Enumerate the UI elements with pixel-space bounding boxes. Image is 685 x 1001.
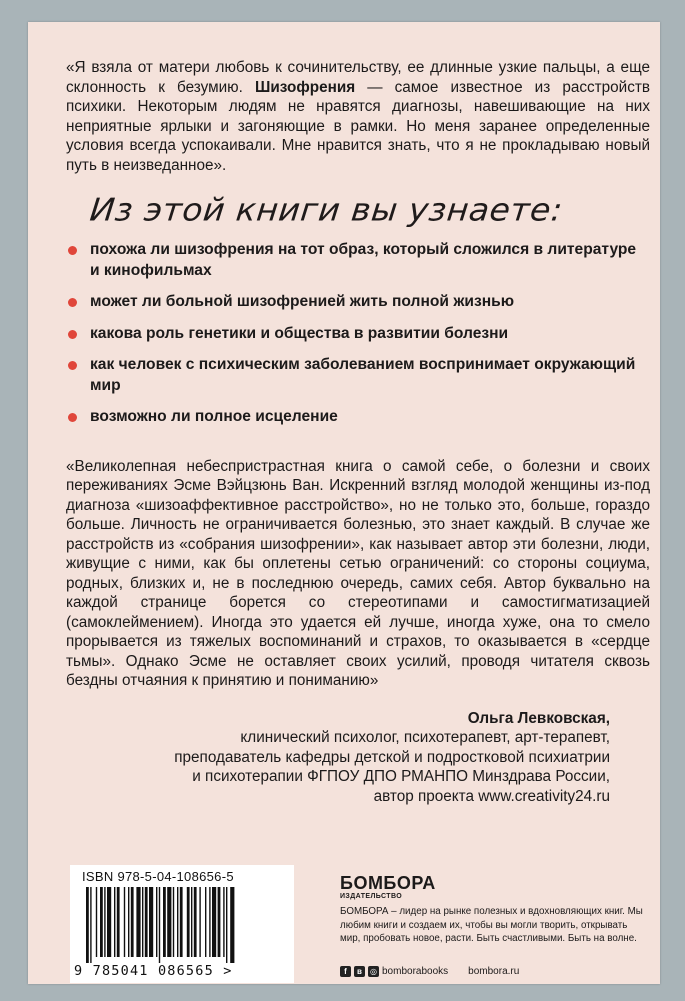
barcode-bar (223, 887, 224, 957)
bullet-dot-icon (68, 413, 77, 422)
barcode-bar (136, 887, 140, 957)
publisher-name: БОМБОРА (340, 873, 436, 893)
facebook-icon[interactable]: f (340, 966, 351, 977)
barcode-bar (199, 887, 200, 957)
barcode-bar (86, 887, 89, 963)
barcode-bar (180, 887, 183, 957)
barcode-bar (149, 887, 153, 957)
review-author (50, 709, 610, 806)
opening-quote (66, 58, 650, 175)
barcode-bar (209, 887, 210, 957)
vk-icon[interactable]: в (354, 966, 365, 977)
instagram-icon[interactable]: ◎ (368, 966, 379, 977)
barcode-bar (167, 887, 171, 957)
social-handle[interactable]: bomborabooks (382, 966, 449, 977)
barcode-bar (124, 887, 125, 957)
list-item: может ли больной шизофренией жить полной жизнью (66, 292, 646, 313)
isbn-barcode-box (70, 865, 294, 983)
barcode-bar (96, 887, 97, 957)
social-links (340, 966, 519, 977)
barcode-bar (194, 887, 197, 957)
barcode-bar (90, 887, 91, 963)
barcode-bar (159, 887, 160, 963)
barcode-bar (128, 887, 129, 957)
review-quote: «Великолепная небеспристрастная книга о самой себе, о болезни и своих переживаниях Эсме Вэйцзюнь Ван. Искренний взгляд молодой женщины из-под диагноза «шизоаффективное расстройство», но не только это, больше, гораздо больше. Личность не ограничивается болезнью, это знает каждый. В случае же расстройств из «собрания шизофрении», как называет автор эти болезни, люди, живущие с ними, как бы оплетены сетью ограничений: со стороны социума, родных, близких и, не в последнюю очередь, самих себя. Автор буквально на каждой странице борется со стереотипами и самостигматизацией (самоклеймением). Иногда это удается ей лучше, иногда хуже, она то смело прорывается из тяжелых воспоминаний и страхов, то оказывается в «сердце тьмы». Однако Эсме не оставляет своих усилий, проводя читателя сквозь бездны отчаяния к принятию и пониманию» (66, 458, 650, 689)
barcode-bar (104, 887, 105, 957)
quote-text-2: — самое известное из расстройств психики. Некоторым людям не нравятся диагнозы, навешивающие на них неприятные ярлыки и загоняющие в рамки. Но меня заранее определенные условия всегда успокаивали. Мне нравится знать, что я не прокладываю новый путь в неизведанное». (66, 78, 650, 174)
publisher-subtitle: ИЗДАТЕЛЬСТВО (340, 893, 403, 900)
bullet-dot-icon (68, 361, 77, 370)
isbn-label: ISBN 978-5-04-108656-5 (82, 869, 234, 884)
barcode-bar (131, 887, 134, 957)
barcode-digits: 9 785041 086565 > (74, 963, 233, 979)
publisher-site[interactable]: bombora.ru (468, 966, 520, 977)
section-heading: Из этой книги вы узнаете: (88, 190, 565, 229)
quote-text-1: «Я взяла от матери любовь к сочинительству, ее длинные узкие пальцы, а еще склонность к безумию. (66, 59, 650, 96)
publisher-description: БОМБОРА – лидер на рынке полезных и вдохновляющих книг. Мы любим книги и создаем их, чтобы вы могли творить, открывать мир, пробовать новое, расти. Быть счастливыми. Быть на волне. (340, 906, 643, 944)
barcode-bar (230, 887, 234, 963)
author-title-line: и психотерапии ФГПОУ ДПО РМАНПО Минздрава России, (192, 768, 610, 786)
barcode-bar (187, 887, 190, 957)
barcode-bar (156, 887, 157, 957)
barcode-bar (100, 887, 103, 957)
barcode-bar (191, 887, 192, 957)
list-item: как человек с психическим заболеванием воспринимает окружающий мир (66, 355, 646, 396)
barcode-bar (117, 887, 120, 957)
barcode-bar (173, 887, 174, 957)
bullet-list (66, 240, 646, 439)
barcode (80, 887, 284, 963)
list-item: какова роль генетики и общества в развитии болезни (66, 324, 646, 345)
barcode-bar (142, 887, 143, 957)
barcode-bar (163, 887, 166, 957)
bullet-dot-icon (68, 298, 77, 307)
barcode-bar (114, 887, 115, 957)
barcode-bar (205, 887, 206, 957)
barcode-bar (145, 887, 148, 957)
barcode-bar (226, 887, 227, 963)
bullet-dot-icon (68, 246, 77, 255)
publisher-logo (340, 874, 436, 901)
author-name: Ольга Левковская, (467, 710, 610, 727)
barcode-bar (107, 887, 111, 957)
bullet-dot-icon (68, 330, 77, 339)
list-item: похожа ли шизофрения на тот образ, который сложился в литературе и кинофильмах (66, 240, 646, 281)
quote-bold-term: Шизофрения (255, 78, 356, 96)
author-title-line: преподаватель кафедры детской и подростковой психиатрии (174, 748, 610, 766)
back-cover (28, 22, 660, 984)
author-title-line: клинический психолог, психотерапевт, арт-терапевт, (240, 729, 610, 747)
barcode-bar (177, 887, 178, 957)
barcode-bar (218, 887, 221, 957)
author-title-line: автор проекта www.creativity24.ru (373, 787, 610, 805)
barcode-bar (212, 887, 216, 957)
list-item: возможно ли полное исцеление (66, 407, 646, 428)
